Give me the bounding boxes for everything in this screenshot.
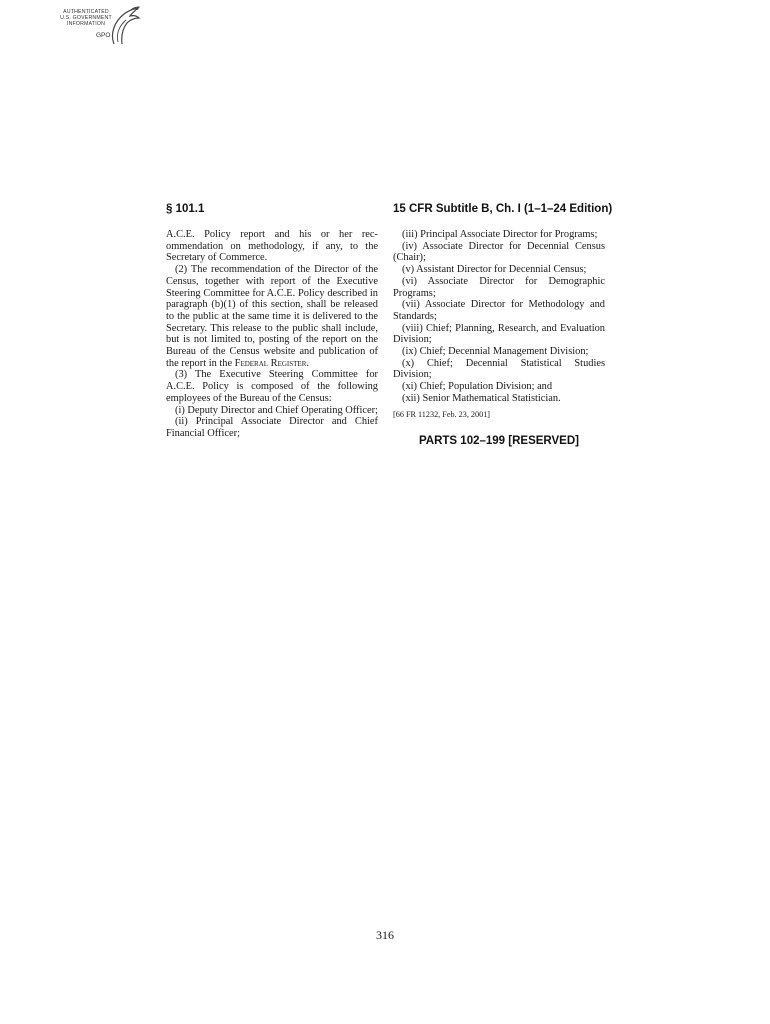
eagle-icon [106, 4, 142, 48]
list-item-vi: (vi) Associate Director for Demographic Programs; [393, 275, 605, 299]
list-item-viii: (viii) Chief; Planning, Research, and Evaluation Division; [393, 322, 605, 346]
logo-line-1: AUTHENTICATED [63, 9, 109, 15]
page-number: 316 [376, 928, 394, 942]
list-item-iii: (iii) Principal Associate Director for Programs; [402, 229, 598, 240]
logo-agency: GPO [96, 32, 111, 39]
federal-register: Federal Register [234, 357, 307, 369]
logo-line-3: INFORMATION [66, 21, 106, 27]
paragraph-2 [166, 264, 378, 369]
paragraph-3: (3) The Executive Steering Committee for A.C.E. Policy is composed of the following employees of the Bureau of the Census: [166, 369, 378, 404]
list-item-iv: (iv) Associate Director for Decennial Census (Chair); [393, 240, 605, 264]
list-item-i: (i) Deputy Director and Chief Operating Officer; [175, 404, 378, 416]
list-item-ix: (ix) Chief; Decennial Management Division; [402, 346, 589, 358]
list-item-ii: (ii) Principal Associate Director and Chief Financial Officer; [166, 416, 378, 439]
paragraph-continuation: A.C.E. Policy report and his or her recommendation on methodology, if any, to the Secretary of Commerce. [166, 229, 378, 264]
list-item-vii: (vii) Associate Director for Methodology and Standards; [393, 299, 605, 322]
list-item-xii: (xii) Senior Mathematical Statistician. [402, 392, 561, 404]
right-column [393, 229, 605, 447]
running-title: 15 CFR Subtitle B, Ch. I (1–1–24 Edition) [393, 203, 613, 215]
list-item-xi: (xi) Chief; Population Division; and [402, 381, 553, 393]
left-column [166, 229, 378, 440]
section-header: § 101.1 [166, 203, 205, 215]
list-item-v: (v) Assistant Director for Decennial Census; [402, 264, 587, 276]
list-item-x: (x) Chief; Decennial Statistical Studies Division; [393, 357, 605, 381]
paragraph-2-end: . [306, 357, 309, 369]
parts-reserved-heading: PARTS 102–199 [RESERVED] [418, 434, 579, 447]
gpo-authentication-logo [56, 4, 142, 48]
paragraph-2-text: (2) The recommendation of the Director of the Census, together with report of the Executive Steering Committee for A.C.E. Policy described in paragraph (b)(1) of this section, shall be released to the public at the same time it is delivered to the Secretary. This release to the public shall include, but is not limited to, posting of the report on the Bureau of the Census website and publication of the report in the [166, 264, 378, 369]
citation: [66 FR 11232, Feb. 23, 2001] [393, 409, 491, 419]
logo-line-2: U.S. GOVERNMENT [60, 15, 112, 21]
